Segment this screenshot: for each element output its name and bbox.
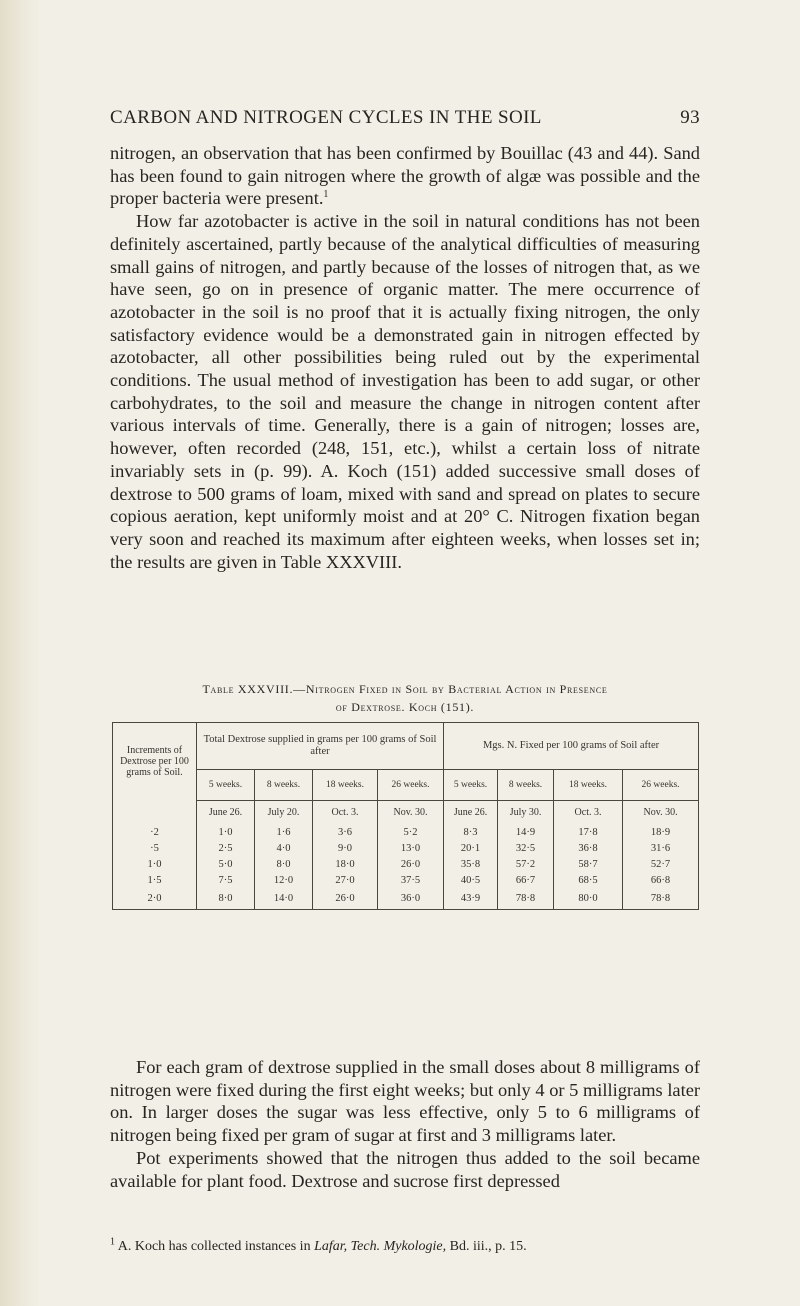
body-text-bottom: [110, 1056, 700, 1192]
footnote-ref: 1: [323, 189, 329, 201]
table-header-increments: Increments of Dextrose per 100 grams of Soil.: [113, 723, 197, 801]
table-header-week: 5 weeks.: [197, 770, 255, 801]
footnote-text-a: A. Koch has collected instances in: [117, 1239, 311, 1254]
table-cell: 80·0: [554, 889, 623, 910]
table-cell: 4·0: [255, 841, 313, 857]
table-cell: 2·5: [197, 841, 255, 857]
table-cell: 58·7: [554, 857, 623, 873]
table-date: June 26.: [444, 801, 498, 826]
table-cell: 8·0: [197, 889, 255, 910]
table-date: June 26.: [197, 801, 255, 826]
table-cell: 26·0: [378, 857, 444, 873]
table-cell: 5·2: [378, 825, 444, 841]
table-cell: 31·6: [623, 841, 699, 857]
table-cell: ·5: [113, 841, 197, 857]
table-cell: 3·6: [313, 825, 378, 841]
table-cell: 8·3: [444, 825, 498, 841]
table-header-week: 26 weeks.: [623, 770, 699, 801]
table-cell: 66·8: [623, 873, 699, 889]
table-date: Nov. 30.: [623, 801, 699, 826]
table-cell: 9·0: [313, 841, 378, 857]
table-header-week: 5 weeks.: [444, 770, 498, 801]
table-cell: 37·5: [378, 873, 444, 889]
table-date-blank: [113, 801, 197, 826]
paragraph-azotobacter: How far azotobacter is active in the soil in natural conditions has not been definitely ascertained, partly because of the analytical difficulties of measuring small gains of nitrogen, and partly because of the losses of nitrogen that, as we have seen, go on in presence of organic matter. The mere occurrence of azotobacter in the soil is no proof that it is actually fixing nitrogen, the only satisfactory evidence would be a demonstrated gain in nitrogen effected by azotobacter, all other possibilities being ruled out by the experimental conditions. The usual method of investigation has been to add sugar, or other carbohydrates, to the soil and measure the change in nitrogen content after various intervals of time. Generally, there is a gain of nitrogen; losses are, however, often recorded (248, 151, etc.), whilst a certain loss of nitrate invariably sets in (p. 99). A. Koch (151) added successive small doses of dextrose to 500 grams of loam, mixed with sand and spread on plates to secure copious aeration, kept uniformly moist and at 20° C. Nitrogen fixation began very soon and reached its maximum after eighteen weeks, when losses set in; the results are given in Table XXXVIII.: [110, 211, 700, 572]
table-cell: 68·5: [554, 873, 623, 889]
table-cell: 78·8: [498, 889, 554, 910]
table-cell: 40·5: [444, 873, 498, 889]
table-cell: 36·0: [378, 889, 444, 910]
body-text-top: [110, 142, 700, 573]
table-cell: 8·0: [255, 857, 313, 873]
table-cell: 1·0: [197, 825, 255, 841]
table-cell: 78·8: [623, 889, 699, 910]
table-cell: 13·0: [378, 841, 444, 857]
table-cell: 12·0: [255, 873, 313, 889]
table-header-week: 26 weeks.: [378, 770, 444, 801]
table-date: July 30.: [498, 801, 554, 826]
data-table: [112, 722, 699, 910]
table-cell: 14·0: [255, 889, 313, 910]
table-cell: 18·0: [313, 857, 378, 873]
paragraph-dextrose-effect: For each gram of dextrose supplied in the small doses about 8 milligrams of nitrogen were fixed during the first eight weeks; but only 4 or 5 milligrams later on. In larger doses the sugar was less effective, only 5 to 6 milligrams of nitrogen being fixed per gram of sugar at first and 3 milligrams later.: [110, 1057, 700, 1146]
table-header-nitrogen-group: Mgs. N. Fixed per 100 grams of Soil after: [444, 723, 699, 770]
table-date: July 20.: [255, 801, 313, 826]
table-row: [113, 825, 699, 841]
table-row: [113, 889, 699, 910]
table-cell: ·2: [113, 825, 197, 841]
table-cell: 18·9: [623, 825, 699, 841]
page-number: 93: [680, 107, 700, 128]
footnote-text-b: Bd. iii., p. 15.: [449, 1239, 527, 1254]
table-caption-line1: Table XXXVIII.—Nitrogen Fixed in Soil by Bacterial Action in Presence: [202, 682, 608, 696]
table-row: [113, 873, 699, 889]
table-header-week: 8 weeks.: [255, 770, 313, 801]
table-cell: 20·1: [444, 841, 498, 857]
footnote: [110, 1238, 700, 1256]
table-caption-line2: of Dextrose. Koch (151).: [335, 700, 475, 714]
table-caption: [110, 680, 700, 716]
page-edge: [0, 0, 40, 1306]
table-cell: 27·0: [313, 873, 378, 889]
table-cell: 26·0: [313, 889, 378, 910]
table-cell: 35·8: [444, 857, 498, 873]
footnote-journal: Lafar, Tech. Mykologie,: [314, 1239, 447, 1254]
paragraph-continued: nitrogen, an observation that has been confirmed by Bouillac (43 and 44). Sand has been found to gain nitrogen where the growth of algæ was possible and the proper bacteria were present.$^1$: [110, 143, 700, 209]
table-header-week: 18 weeks.: [313, 770, 378, 801]
table-header-week: 8 weeks.: [498, 770, 554, 801]
table-row: [113, 841, 699, 857]
table-cell: 57·2: [498, 857, 554, 873]
table-date: Oct. 3.: [313, 801, 378, 826]
footnote-mark: 1: [110, 1236, 115, 1248]
table-date: Nov. 30.: [378, 801, 444, 826]
table-cell: 5·0: [197, 857, 255, 873]
table-cell: 14·9: [498, 825, 554, 841]
table-date: Oct. 3.: [554, 801, 623, 826]
paragraph-pot-experiments: Pot experiments showed that the nitrogen thus added to the soil became available for plant food. Dextrose and sucrose first depressed: [110, 1147, 700, 1191]
table-cell: 7·5: [197, 873, 255, 889]
table-cell: 36·8: [554, 841, 623, 857]
table-cell: 1·0: [113, 857, 197, 873]
table-cell: 17·8: [554, 825, 623, 841]
table-cell: 66·7: [498, 873, 554, 889]
table-cell: 43·9: [444, 889, 498, 910]
table-header-week: 18 weeks.: [554, 770, 623, 801]
table-cell: 2·0: [113, 889, 197, 910]
table-cell: 52·7: [623, 857, 699, 873]
table-cell: 1·6: [255, 825, 313, 841]
running-title: CARBON AND NITROGEN CYCLES IN THE SOIL: [110, 107, 542, 128]
table-cell: 1·5: [113, 873, 197, 889]
table-row: [113, 857, 699, 873]
table-cell: 32·5: [498, 841, 554, 857]
table-header-dextrose-group: Total Dextrose supplied in grams per 100 grams of Soil after: [197, 723, 444, 770]
